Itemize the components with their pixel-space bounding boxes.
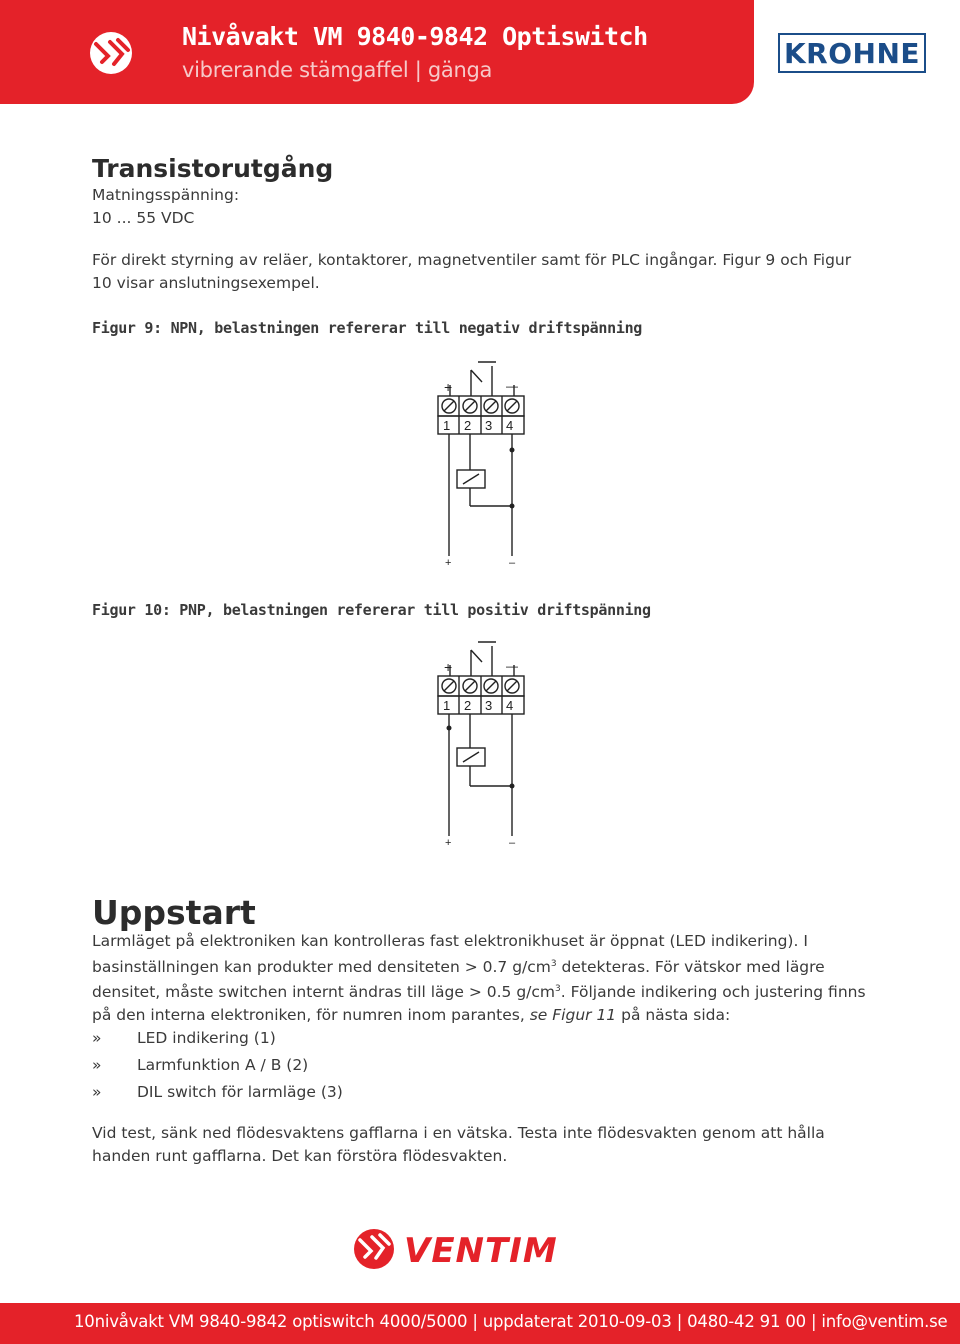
list-item — [92, 1078, 343, 1105]
feature-list — [92, 1024, 343, 1105]
krohne-logo — [778, 33, 926, 73]
uppstart-paragraph — [92, 930, 872, 1026]
krohne-logo-text: KROHNE — [783, 36, 921, 70]
section-heading-transistor: Transistorutgång — [92, 154, 334, 183]
superscript: 3 — [550, 958, 557, 969]
terminal-label: 4 — [506, 698, 514, 713]
figure-10-plus-top: + — [444, 659, 453, 675]
list-item-text: LED indikering (1) — [137, 1028, 276, 1047]
ventim-logo-icon — [88, 30, 134, 76]
figure-9-plus-bottom: + — [445, 557, 452, 569]
terminal-label: 1 — [443, 418, 451, 433]
ventim-emblem-icon — [354, 1229, 394, 1269]
ventim-logo — [352, 1226, 608, 1272]
document-subtitle: vibrerande stämgaffel | gänga — [182, 58, 493, 82]
terminal-label: 2 — [464, 418, 472, 433]
ventim-logo-text: VENTIM — [404, 1231, 558, 1271]
uppstart-text-b: detekteras. För vätskor med lägre densitet, måste switchen internt ändras till läge > 0.5 g/cm — [92, 957, 825, 1002]
figure-9-minus-top: — — [506, 379, 518, 393]
document-title: Nivåvakt VM 9840-9842 Optiswitch — [182, 22, 648, 51]
page-header — [0, 0, 754, 104]
bullet-mark: » — [92, 1082, 102, 1101]
list-item-text: Larmfunktion A / B (2) — [137, 1055, 309, 1074]
intro-paragraph: För direkt styrning av reläer, kontaktorer, magnetventiler samt för PLC ingångar. Figur 9 och Figur 10 visar anslutningsexempel. — [92, 251, 852, 292]
figure-9-plus-top: + — [444, 379, 453, 395]
figure-10-minus-bottom: – — [509, 837, 516, 849]
terminal-label: 1 — [443, 698, 451, 713]
figure-9-minus-bottom: – — [509, 557, 516, 569]
supply-label: Matningsspänning: — [92, 186, 240, 204]
uppstart-text-a: Larmläget på elektroniken kan kontrolleras fast elektronikhuset är öppnat (LED indikering). I basinställningen kan produkter med densiteten > 0.7 g/cm — [92, 932, 808, 976]
figure-10-pnp-diagram — [430, 640, 540, 850]
figure-10-caption: Figur 10: PNP, belastningen refererar till positiv driftspänning — [92, 601, 651, 619]
terminal-label: 3 — [485, 698, 493, 713]
page-footer — [0, 1303, 960, 1344]
figure-9-npn-diagram — [430, 360, 540, 570]
list-item-text: DIL switch för larmläge (3) — [137, 1082, 343, 1101]
bullet-mark: » — [92, 1028, 102, 1047]
footer-text: 10nivåvakt VM 9840-9842 optiswitch 4000/5000 | uppdaterat 2010-09-03 | 0480-42 91 00 | info@ventim.se — [74, 1312, 948, 1331]
uppstart-text-d: på nästa sida: — [616, 1005, 731, 1024]
list-item — [92, 1051, 343, 1078]
supply-value: 10 ... 55 VDC — [92, 209, 195, 227]
figure-reference: se Figur 11 — [529, 1005, 617, 1024]
test-paragraph: Vid test, sänk ned flödesvaktens gafflarna i en vätska. Testa inte flödesvakten genom att hålla handen runt gafflarna. Det kan förstöra flödesvakten. — [92, 1124, 825, 1165]
figure-9-caption: Figur 9: NPN, belastningen refererar till negativ driftspänning — [92, 319, 643, 337]
uppstart-text-c: . Följande indikering och justering finns på den interna elektroniken, för numren inom parantes, — [92, 983, 866, 1024]
figure-10-minus-top: — — [506, 659, 518, 673]
list-item — [92, 1024, 343, 1051]
terminal-label: 3 — [485, 418, 493, 433]
section-heading-uppstart: Uppstart — [92, 893, 256, 932]
superscript: 3 — [555, 984, 561, 995]
figure-10-plus-bottom: + — [445, 837, 452, 849]
terminal-label: 2 — [464, 698, 472, 713]
terminal-label: 4 — [506, 418, 514, 433]
bullet-mark: » — [92, 1055, 102, 1074]
